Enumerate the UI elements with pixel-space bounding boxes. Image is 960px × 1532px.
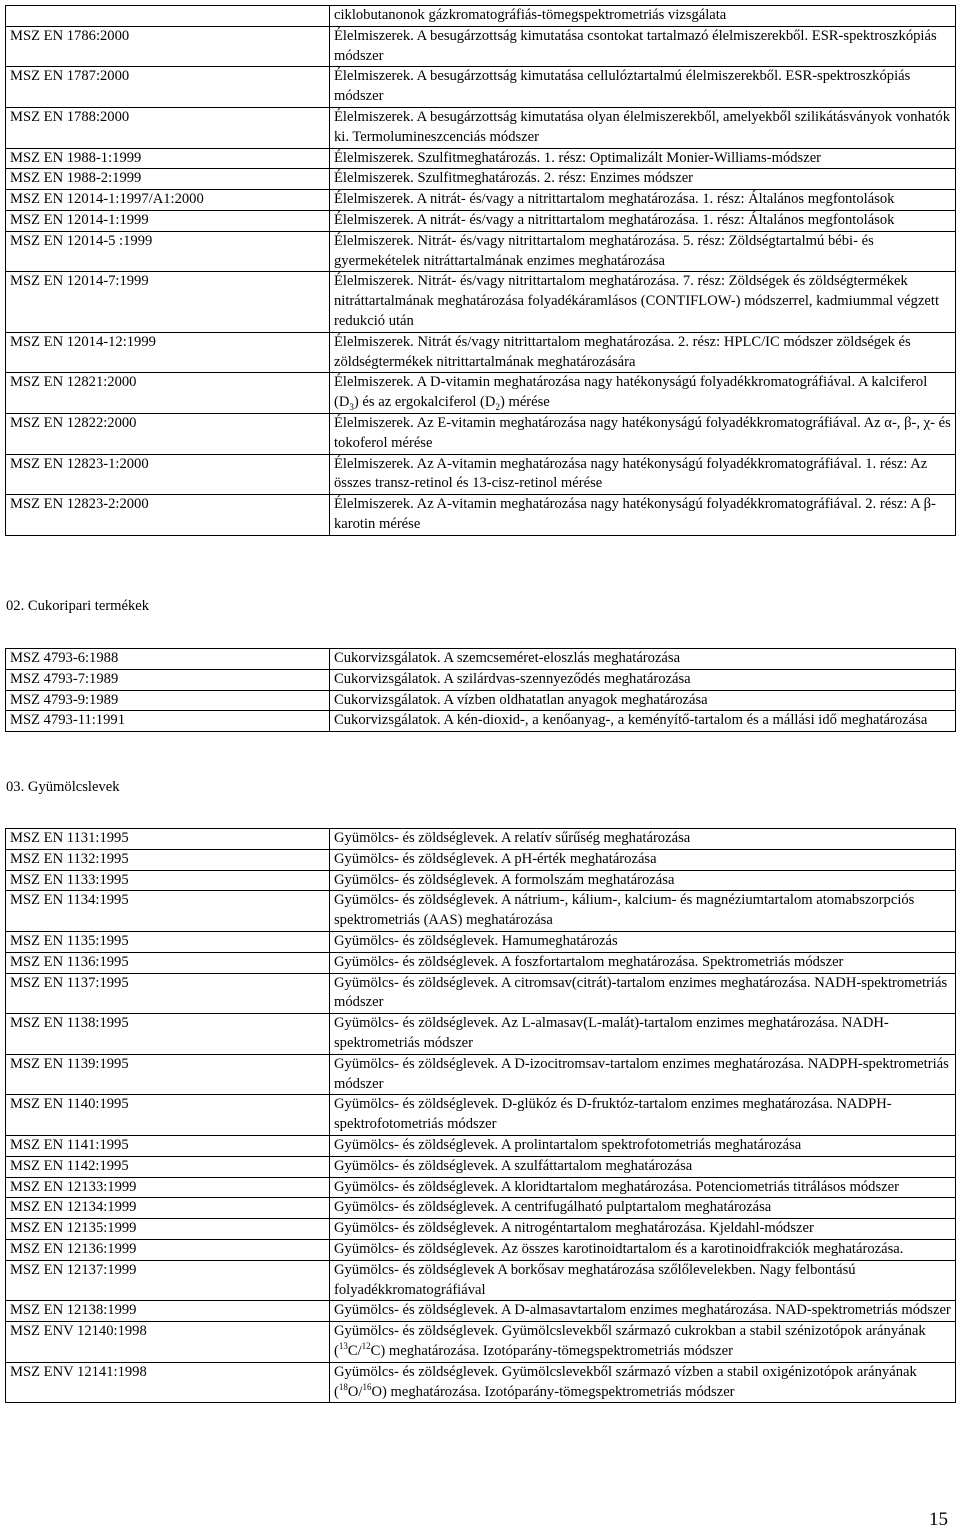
- standard-title: Élelmiszerek. Szulfitmeghatározás. 1. rész: Optimalizált Monier-Williams-módszer: [330, 148, 956, 169]
- table-row: [6, 1156, 956, 1177]
- table-row: [6, 1054, 956, 1095]
- standard-title: Élelmiszerek. A besugárzottság kimutatása csontokat tartalmazó élelmiszerekből. ESR-spektroszkópiás módszer: [330, 26, 956, 67]
- standard-title: Élelmiszerek. Nitrát- és/vagy nitrittartalom meghatározása. 5. rész: Zöldségtartalmú bébi- és gyermekételek nitráttartalmának enzimes meghatározása: [330, 231, 956, 272]
- standard-code: MSZ EN 1138:1995: [6, 1014, 330, 1055]
- standard-code: MSZ EN 12823-1:2000: [6, 454, 330, 495]
- standard-code: MSZ ENV 12141:1998: [6, 1362, 330, 1403]
- standard-code: MSZ EN 1131:1995: [6, 829, 330, 850]
- table-row: [6, 1239, 956, 1260]
- standards-table-sugar: [5, 648, 956, 732]
- standards-table-food: [5, 5, 956, 536]
- standard-title: Élelmiszerek. A D-vitamin meghatározása nagy hatékonyságú folyadékkromatográfiával. A kalciferol $(D_3)$ és az ergokalciferol $(D_2)$ mérése: [330, 373, 956, 414]
- standard-title: Élelmiszerek. A nitrát- és/vagy a nitrittartalom meghatározása. 1. rész: Általános megfontolások: [330, 210, 956, 231]
- standard-title: Gyümölcs- és zöldséglevek. A D-izocitromsav-tartalom enzimes meghatározása. NADPH-spektrometriás módszer: [330, 1054, 956, 1095]
- standard-title: Gyümölcs- és zöldséglevek. A citromsav(citrát)-tartalom enzimes meghatározása. NADH-spektrometriás módszer: [330, 973, 956, 1014]
- standard-code: MSZ 4793-11:1991: [6, 711, 330, 732]
- standard-code: MSZ EN 1137:1995: [6, 973, 330, 1014]
- standard-code: MSZ EN 12133:1999: [6, 1177, 330, 1198]
- standard-title: Gyümölcs- és zöldséglevek. A foszfortartalom meghatározása. Spektrometriás módszer: [330, 952, 956, 973]
- standard-title: Gyümölcs- és zöldséglevek. A prolintartalom spektrofotometriás meghatározása: [330, 1135, 956, 1156]
- standard-code: MSZ EN 1988-1:1999: [6, 148, 330, 169]
- standard-title: Gyümölcs- és zöldséglevek. A kloridtartalom meghatározása. Potenciometriás titrálásos módszer: [330, 1177, 956, 1198]
- table-row: [6, 210, 956, 231]
- table-row: [6, 272, 956, 332]
- table-row: [6, 190, 956, 211]
- standard-code: MSZ EN 1134:1995: [6, 891, 330, 932]
- standard-title: Élelmiszerek. Nitrát- és/vagy nitrittartalom meghatározása. 7. rész: Zöldségek és zöldségtermékek nitráttartalmának meghatározása folyadékáramlásos (CONTIFLOW-) módszerrel, kadmiummal végzett redukció után: [330, 272, 956, 332]
- standard-code: MSZ EN 1786:2000: [6, 26, 330, 67]
- standard-code: MSZ EN 1787:2000: [6, 67, 330, 108]
- standard-code: MSZ EN 12014-12:1999: [6, 332, 330, 373]
- table-row: [6, 1198, 956, 1219]
- table-row: [6, 26, 956, 67]
- table-row: [6, 1260, 956, 1301]
- standard-code: MSZ EN 1132:1995: [6, 849, 330, 870]
- standard-code: MSZ EN 12822:2000: [6, 413, 330, 454]
- table-row: [6, 495, 956, 536]
- table-row: [6, 332, 956, 373]
- section-heading-fruit-juices: [6, 778, 120, 798]
- section-number: 03.: [6, 779, 25, 795]
- table-row: [6, 148, 956, 169]
- standard-code: MSZ EN 12014-7:1999: [6, 272, 330, 332]
- section-title: Gyümölcslevek: [27, 779, 120, 795]
- table-row: [6, 67, 956, 108]
- standard-code: MSZ 4793-7:1989: [6, 669, 330, 690]
- table-row: [6, 107, 956, 148]
- standard-code: MSZ EN 12014-1:1999: [6, 210, 330, 231]
- standard-code: MSZ ENV 12140:1998: [6, 1322, 330, 1363]
- table-row: [6, 1362, 956, 1403]
- standard-code: MSZ EN 1988-2:1999: [6, 169, 330, 190]
- standard-title: Gyümölcs- és zöldséglevek. A formolszám meghatározása: [330, 870, 956, 891]
- table-row: [6, 1301, 956, 1322]
- table-row: [6, 649, 956, 670]
- standard-title: Gyümölcs- és zöldséglevek A borkősav meghatározása szőlőlevelekben. Nagy felbontású folyadékkromatográfiával: [330, 1260, 956, 1301]
- table-row: [6, 1014, 956, 1055]
- standard-code: MSZ EN 1136:1995: [6, 952, 330, 973]
- table-row: [6, 373, 956, 414]
- standard-title: Gyümölcs- és zöldséglevek. A D-almasavtartalom enzimes meghatározása. NAD-spektrometriás módszer: [330, 1301, 956, 1322]
- table-row: [6, 891, 956, 932]
- table-row: [6, 870, 956, 891]
- standard-code: [6, 6, 330, 27]
- standard-code: MSZ EN 1142:1995: [6, 1156, 330, 1177]
- standard-code: MSZ EN 1140:1995: [6, 1095, 330, 1136]
- table-row: [6, 169, 956, 190]
- standard-code: MSZ EN 12823-2:2000: [6, 495, 330, 536]
- standard-title: Gyümölcs- és zöldséglevek. A nitrogéntartalom meghatározása. Kjeldahl-módszer: [330, 1219, 956, 1240]
- standard-code: MSZ EN 12136:1999: [6, 1239, 330, 1260]
- standard-title: Élelmiszerek. Szulfitmeghatározás. 2. rész: Enzimes módszer: [330, 169, 956, 190]
- section-heading-sugar-products: [6, 597, 149, 617]
- standard-code: MSZ EN 1133:1995: [6, 870, 330, 891]
- standard-code: MSZ EN 12014-5 :1999: [6, 231, 330, 272]
- table-row: [6, 669, 956, 690]
- standard-title: Gyümölcs- és zöldséglevek. Gyümölcslevekből származó vízben a stabil oxigénizotópok arányának ($^{18}$O/$^{16}$O) meghatározása. Izotóparány-tömegspektrometriás módszer: [330, 1362, 956, 1403]
- table-row: [6, 973, 956, 1014]
- standard-title: Élelmiszerek. Nitrát és/vagy nitrittartalom meghatározása. 2. rész: HPLC/IC módszer zöldségek és zöldségtermékek nitrittartalmának meghatározására: [330, 332, 956, 373]
- standard-title: Élelmiszerek. A besugárzottság kimutatása olyan élelmiszerekből, amelyekből szilikátásványok vonhatók ki. Termolumineszcenciás módszer: [330, 107, 956, 148]
- standard-title: Gyümölcs- és zöldséglevek. D-glükóz és D-fruktóz-tartalom enzimes meghatározása. NADPH-spektrofotometriás módszer: [330, 1095, 956, 1136]
- table-row: [6, 690, 956, 711]
- standard-title: Élelmiszerek. Az E-vitamin meghatározása nagy hatékonyságú folyadékkromatográfiával. Az α-, β-, χ- és tokoferol mérése: [330, 413, 956, 454]
- standard-code: MSZ EN 1135:1995: [6, 931, 330, 952]
- standard-title: Gyümölcs- és zöldséglevek. A relatív sűrűség meghatározása: [330, 829, 956, 850]
- table-row: [6, 1095, 956, 1136]
- standard-code: MSZ EN 12137:1999: [6, 1260, 330, 1301]
- standard-title: Gyümölcs- és zöldséglevek. A szulfáttartalom meghatározása: [330, 1156, 956, 1177]
- standard-code: MSZ EN 12014-1:1997/A1:2000: [6, 190, 330, 211]
- standard-code: MSZ EN 1139:1995: [6, 1054, 330, 1095]
- standard-code: MSZ 4793-6:1988: [6, 649, 330, 670]
- standard-title: Gyümölcs- és zöldséglevek. Az L-almasav(L-malát)-tartalom enzimes meghatározása. NADH-spektrometriás módszer: [330, 1014, 956, 1055]
- page-number: 15: [929, 1509, 948, 1530]
- standard-title: Élelmiszerek. A nitrát- és/vagy a nitrittartalom meghatározása. 1. rész: Általános megfontolások: [330, 190, 956, 211]
- standard-code: MSZ EN 12134:1999: [6, 1198, 330, 1219]
- standard-code: MSZ EN 12821:2000: [6, 373, 330, 414]
- table-row: [6, 829, 956, 850]
- standard-title: Cukorvizsgálatok. A vízben oldhatatlan anyagok meghatározása: [330, 690, 956, 711]
- standard-title: Cukorvizsgálatok. A szilárdvas-szennyeződés meghatározása: [330, 669, 956, 690]
- standard-code: MSZ EN 1788:2000: [6, 107, 330, 148]
- standard-title: Élelmiszerek. Az A-vitamin meghatározása nagy hatékonyságú folyadékkromatográfiával. 2. rész: A β-karotin mérése: [330, 495, 956, 536]
- table-row: [6, 6, 956, 27]
- standards-table-fruit-juices: [5, 828, 956, 1403]
- section-number: 02.: [6, 598, 25, 614]
- standard-title: Gyümölcs- és zöldséglevek. Hamumeghatározás: [330, 931, 956, 952]
- standard-title: Gyümölcs- és zöldséglevek. A centrifugálható pulptartalom meghatározása: [330, 1198, 956, 1219]
- standard-title: ciklobutanonok gázkromatográfiás-tömegspektrometriás vizsgálata: [330, 6, 956, 27]
- table-row: [6, 1135, 956, 1156]
- table-row: [6, 1219, 956, 1240]
- table-row: [6, 1177, 956, 1198]
- table-row: [6, 454, 956, 495]
- standard-title: Gyümölcs- és zöldséglevek. A nátrium-, kálium-, kalcium- és magnéziumtartalom atomabszorpciós spektrometriás (AAS) meghatározása: [330, 891, 956, 932]
- standard-title: Gyümölcs- és zöldséglevek. Gyümölcslevekből származó cukrokban a stabil szénizotópok arányának ($^{13}$C/$^{12}$C) meghatározása. Izotóparány-tömegspektrometriás módszer: [330, 1322, 956, 1363]
- table-row: [6, 231, 956, 272]
- table-row: [6, 849, 956, 870]
- standard-code: MSZ EN 12135:1999: [6, 1219, 330, 1240]
- standard-title: Gyümölcs- és zöldséglevek. Az összes karotinoidtartalom és a karotinoidfrakciók meghatározása.: [330, 1239, 956, 1260]
- section-title: Cukoripari termékek: [27, 598, 150, 614]
- standard-title: Élelmiszerek. Az A-vitamin meghatározása nagy hatékonyságú folyadékkromatográfiával. 1. rész: Az összes transz-retinol és 13-cisz-retinol mérése: [330, 454, 956, 495]
- standard-code: MSZ 4793-9:1989: [6, 690, 330, 711]
- standard-title: Cukorvizsgálatok. A kén-dioxid-, a kenőanyag-, a keményítő-tartalom és a mállási idő meghatározása: [330, 711, 956, 732]
- standard-title: Élelmiszerek. A besugárzottság kimutatása cellulóztartalmú élelmiszerekből. ESR-spektroszkópiás módszer: [330, 67, 956, 108]
- table-row: [6, 413, 956, 454]
- standard-title: Cukorvizsgálatok. A szemcseméret-eloszlás meghatározása: [330, 649, 956, 670]
- table-row: [6, 952, 956, 973]
- standard-code: MSZ EN 1141:1995: [6, 1135, 330, 1156]
- table-row: [6, 1322, 956, 1363]
- table-row: [6, 711, 956, 732]
- standard-title: Gyümölcs- és zöldséglevek. A pH-érték meghatározása: [330, 849, 956, 870]
- table-row: [6, 931, 956, 952]
- standard-code: MSZ EN 12138:1999: [6, 1301, 330, 1322]
